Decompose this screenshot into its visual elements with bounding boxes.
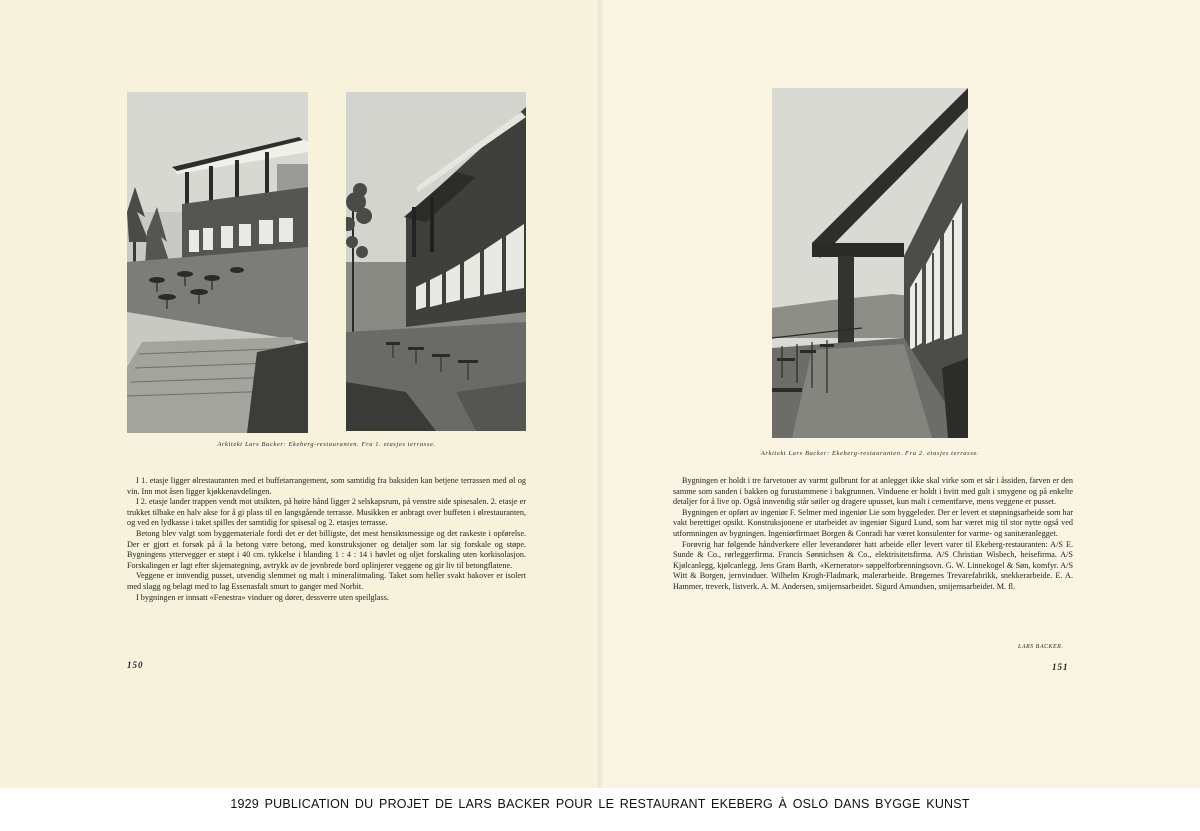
right-article-text [673,476,1073,593]
photo-upper-terrace [772,88,968,438]
author-signature: LARS BACKER. [1018,644,1064,650]
left-photo-caption: Arkitekt Lars Backer: Ekeberg-restauranten. Fra 1. etasjes terrasse. [217,441,436,448]
left-article-text [127,476,526,603]
page-number-left: 150 [127,660,144,670]
left-paragraph: Betong blev valgt som byggemateriale fordi det er det billigste, det mest hensiktsmessige og det raskeste i opførelse. Der er gjort et forsøk på å la betong være betong, med konstruksjoner og detaljer som lar sig forskale og støpe. Bygningens yttervegger er støpt i 40 cm. tykkelse i blanding 1 : 4 : 14 i høvlet og oljet forskaling uten korkisolasjon. Forskalingen er lagt efter skjemategning, avtrykk av de jevnbrede bord oplinjerer veggene og gir liv til betongflatene. [127,528,526,570]
right-paragraph: Forøvrig har følgende håndverkere eller leverandører hatt arbeide eller levert varer til Ekeberg-restauranten: A/S E. Sunde & Co., rørleggerfirma. Francis Sønnichsen & Co., elektrisitetsfirma. A/S Christian Wisbech, heisefirma. A/S Kjølcanlegg, kjølcanlegg. Jens Gram Barth, «Kernerator» søppelforbrenningsovn. G. W. Linnekogel & Søn, komfyr. A/S Witt & Borgen, jernvinduer. Wilhelm Krogh-Fladmark, malerarbeide. Brøgernes Trevarefabrikk, snekkerarbeide. E. A. Hammer, treverk, listverk. A. M. Andersen, smijernsarbeidet. Sigurd Amundsen, smijernsarbeidet. M. fl. [673,539,1073,591]
photo-restaurant-terrace [127,92,308,433]
left-paragraph: I 1. etasje ligger ølrestauranten med et buffetarrangement, som samtidig fra baksiden kan betjene terrassen med øl og vin. Inn mot åsen ligger kjøkkenavdelingen. [127,476,526,496]
left-paragraph: I bygningen er innsatt «Fenestra» vinduer og dører, dessverre uten speilglass. [136,592,389,602]
page-gutter [596,0,604,788]
right-photo-caption: Arkitekt Lars Backer: Ekeberg-restauranten. Fra 2. etasjes terrasse. [760,450,980,457]
photo-restaurant-facade [346,92,526,431]
left-paragraph: Veggene er innvendig pusset, utvendig slemmet og malt i mineralitmaling. Taket som heller svakt bakover er isolert med slagg og belagt med to lag Essenasfalt smurt to ganger med Norbit. [127,571,526,591]
right-paragraph: Bygningen er holdt i tre farvetoner av varmt gulbrunt for at anlegget ikke skal virke som et sår i åssiden, farven er den samme som sanden i bakken og furustammene i bakgrunnen. Vinduene er holdt i hvitt med gult i smygene og på enkelte detaljer for å live op. Også innvendig står søiler og dragere upusset, kun malt i cementfarve, mens veggene er pusset. [673,476,1073,507]
left-paragraph: I 2. etasje lander trappen vendt mot utsikten, på høire hånd ligger 2 selskapsrum, på venstre side spisesalen. 2. etasje er trukket tilbake en halv akse for å gi plass til en langsgående terrasse. Musikken er anbragt over buffeten i ølrestauranten, og ved en lydkasse i taket spilles der samtidig for spisesal og 2. etasjes terrasse. [127,497,526,528]
right-paragraph: Bygningen er opført av ingeniør F. Selmer med ingeniør Lie som byggeleder. Der er levert et støpningsarbeide som har vakt berettiget opsikt. Konstruksjonene er utarbeidet av ingeniør Sigurd Lund, som har været mig til stor nytte også ved utformningen av bygningen. Ingeniørfirmaet Borgen & Conradi har været konsulenter for varme- og sanitæranlegget. [673,507,1073,538]
page-number-right: 151 [1052,662,1069,672]
image-footer-caption: 1929 PUBLICATION DU PROJET DE LARS BACKER POUR LE RESTAURANT EKEBERG À OSLO DANS BYGGE KUNST [0,788,1200,831]
